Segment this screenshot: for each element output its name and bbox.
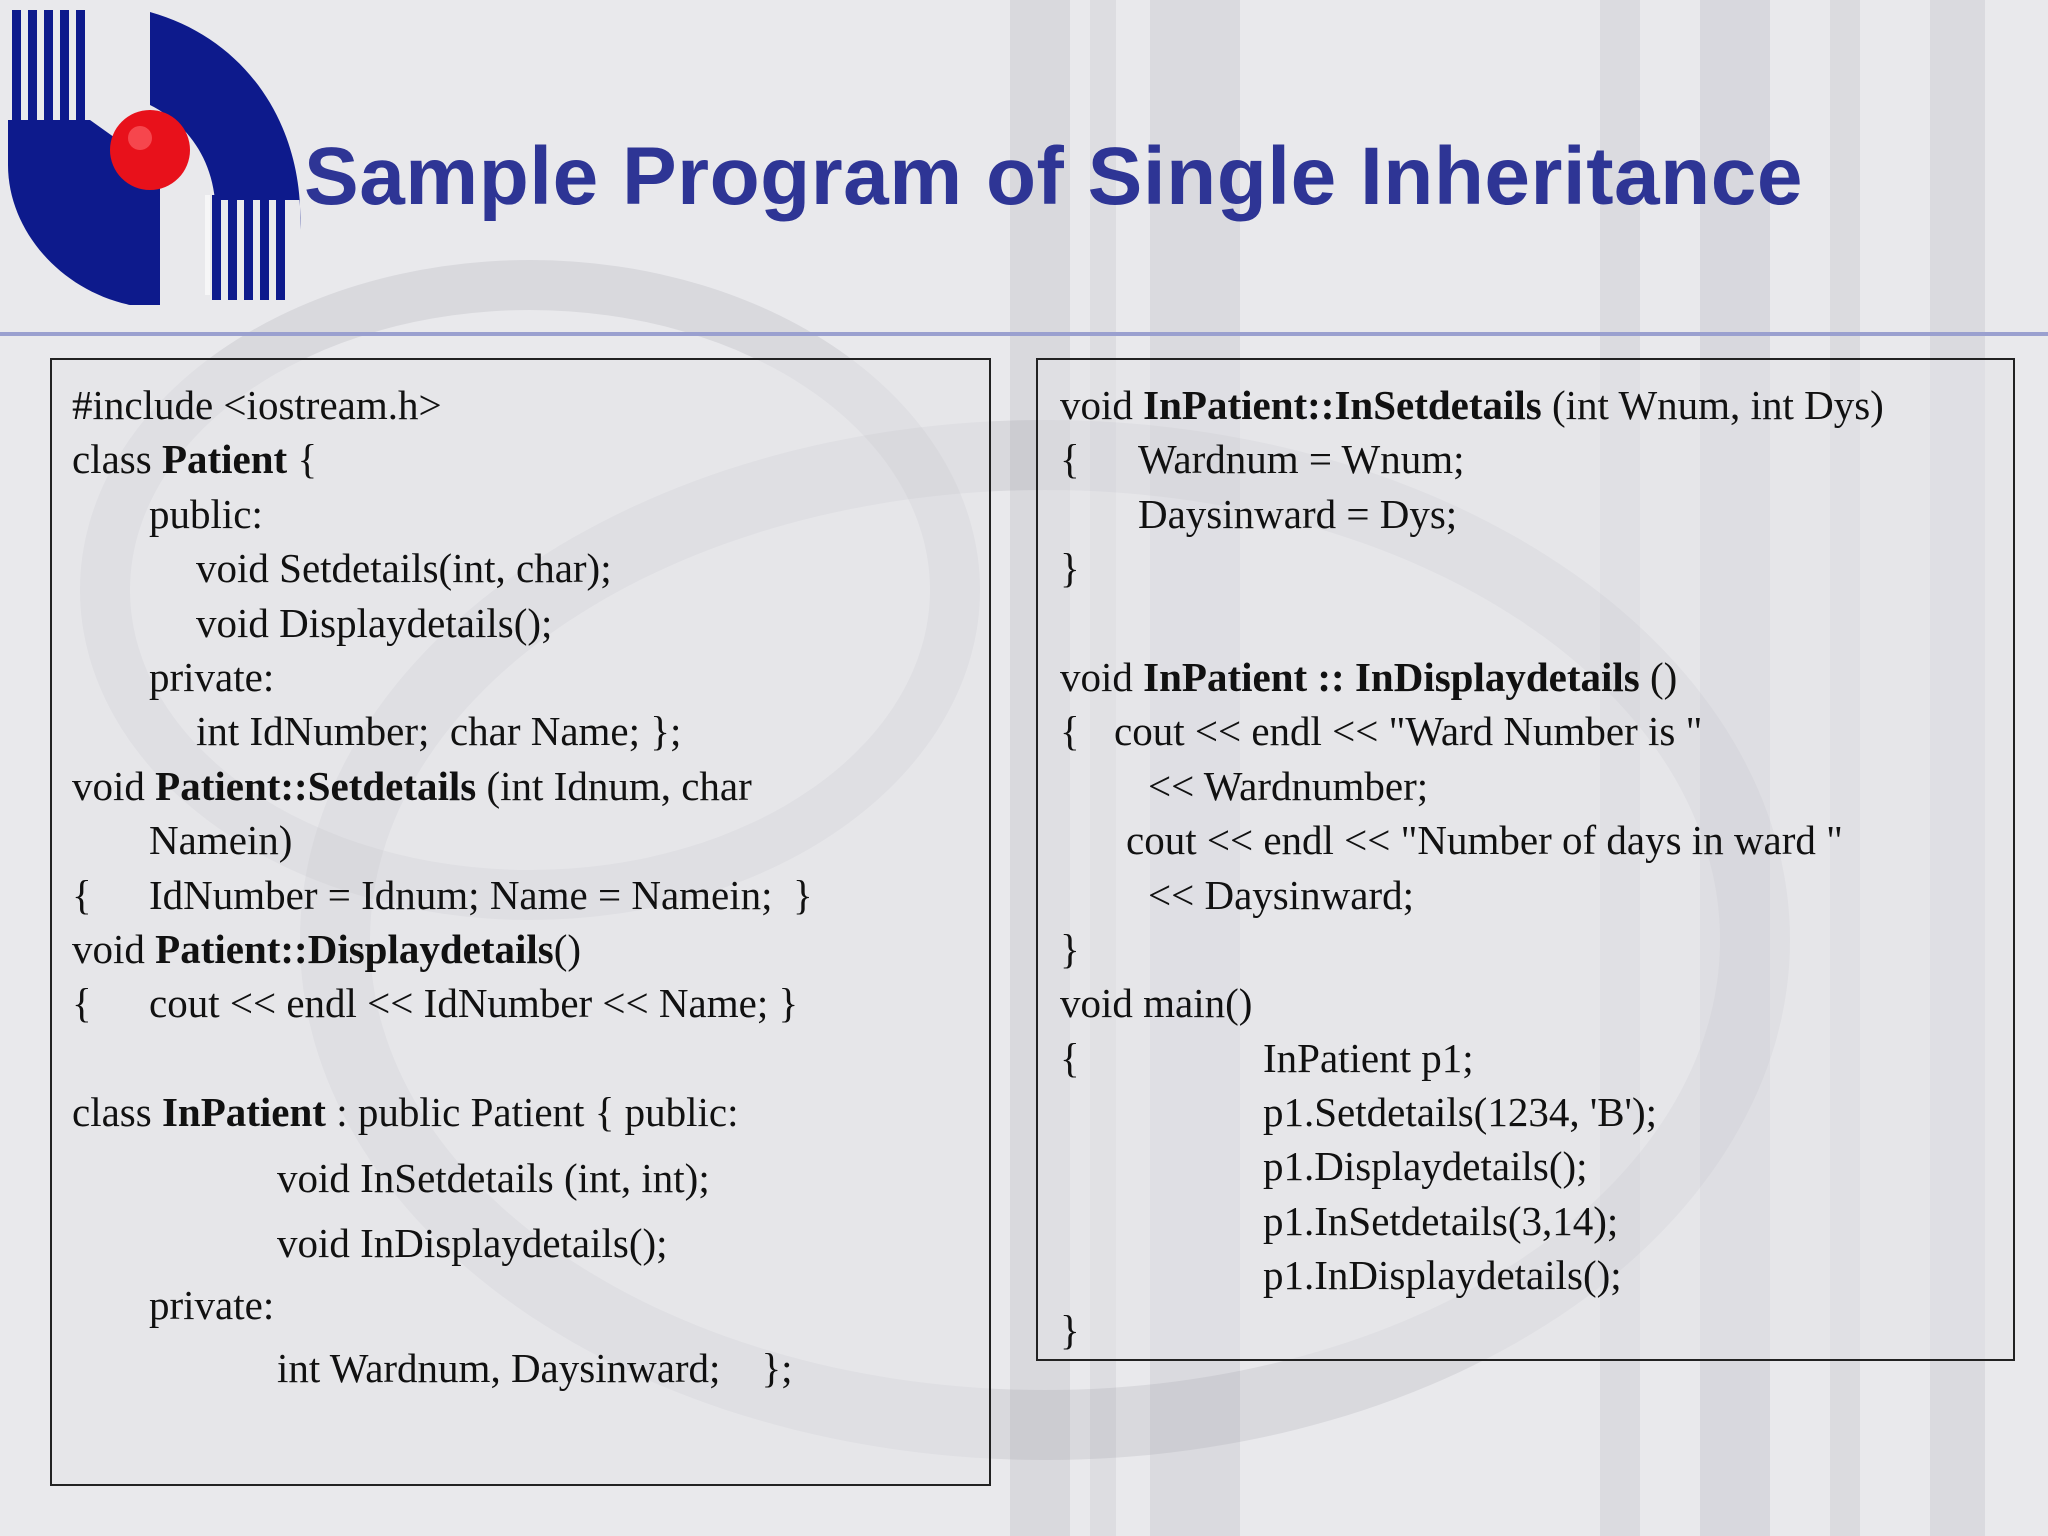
code-text: void main() <box>1060 980 1253 1027</box>
code-identifier-bold: InPatient::InSetdetails <box>1143 382 1542 428</box>
code-text: } <box>1060 1306 1080 1353</box>
code-identifier-bold: InPatient :: InDisplaydetails <box>1143 653 1640 700</box>
left-code-line <box>52 541 989 595</box>
left-code-line <box>52 1031 989 1085</box>
code-text: : public Patient { public: <box>325 1089 739 1136</box>
right-code-line <box>1038 868 2013 922</box>
right-code-line <box>1038 1031 2013 1085</box>
left-code-line <box>52 378 989 432</box>
code-text: { <box>1060 436 1080 483</box>
left-code-line <box>52 1085 989 1139</box>
code-text: () <box>1639 653 1678 700</box>
code-text: void Setdetails(int, char); <box>196 545 612 592</box>
code-identifier-bold: Patient::Displaydetails <box>155 925 554 972</box>
code-text: } <box>1060 925 1080 972</box>
right-code-line <box>1038 541 2013 595</box>
right-code-line <box>1038 1194 2013 1248</box>
code-text: << Wardnumber; <box>1148 762 1429 809</box>
code-text: Namein) <box>149 817 293 864</box>
code-text: { <box>1060 1034 1080 1081</box>
code-text: void <box>72 925 156 972</box>
left-code-line <box>52 1278 989 1332</box>
code-text: private: <box>149 1282 275 1329</box>
right-code-line <box>1038 378 2013 432</box>
left-code-line <box>52 976 989 1030</box>
left-code-line <box>52 596 989 650</box>
code-text: () <box>553 925 582 972</box>
code-text: p1.Displaydetails(); <box>1263 1143 1588 1190</box>
code-text: void InSetdetails (int, int); <box>277 1155 710 1202</box>
right-code-line <box>1038 650 2013 704</box>
left-code-line <box>52 704 989 758</box>
code-text: cout << endl << "Number of days in ward " <box>1126 817 1843 864</box>
code-text: Wardnum = Wnum; <box>1138 436 1465 483</box>
code-text: cout << endl << IdNumber << Name; } <box>149 980 799 1027</box>
left-code-line <box>52 813 989 867</box>
left-code-line <box>52 868 989 922</box>
code-text: int Wardnum, Daysinward; }; <box>277 1344 793 1391</box>
right-code-line <box>1038 1248 2013 1302</box>
code-text: (int Idnum, char <box>476 762 752 809</box>
right-code-line <box>1038 704 2013 758</box>
code-text: { <box>1060 708 1080 755</box>
code-text: { <box>287 436 318 483</box>
left-code-line <box>52 1151 989 1205</box>
right-code-line <box>1038 487 2013 541</box>
right-code-line <box>1038 596 2013 650</box>
right-code-line <box>1038 813 2013 867</box>
code-text: cout << endl << "Ward Number is " <box>1114 708 1703 755</box>
left-code-line <box>52 1216 989 1270</box>
left-code-line <box>52 432 989 486</box>
code-text: { <box>72 871 92 918</box>
right-code-line <box>1038 432 2013 486</box>
code-text: { <box>72 980 92 1027</box>
code-identifier-bold: Patient::Setdetails <box>155 762 477 809</box>
slide-title: Sample Program of Single Inheritance <box>304 131 1803 222</box>
left-code-line <box>52 1341 989 1395</box>
code-text: (int Wnum, int Dys) <box>1541 382 1884 428</box>
left-code-line <box>52 487 989 541</box>
right-code-line <box>1038 1303 2013 1357</box>
code-text: p1.Setdetails(1234, 'B'); <box>1263 1089 1657 1136</box>
left-code-line <box>52 759 989 813</box>
code-text: int IdNumber; char Name; }; <box>196 708 682 755</box>
code-text: class <box>72 1089 162 1136</box>
right-code-line <box>1038 976 2013 1030</box>
right-code-line <box>1038 1085 2013 1139</box>
code-text: void <box>72 762 156 809</box>
code-text: void InDisplaydetails(); <box>277 1219 668 1266</box>
code-text: void Displaydetails(); <box>196 599 553 646</box>
code-text: } <box>1060 545 1080 592</box>
title-divider <box>0 332 2048 336</box>
code-text: p1.InSetdetails(3,14); <box>1263 1197 1619 1244</box>
code-text: InPatient p1; <box>1263 1034 1474 1081</box>
code-text: void <box>1060 382 1144 428</box>
university-logo-icon <box>0 0 320 320</box>
code-text: #include <iostream.h> <box>72 382 442 428</box>
code-identifier-bold: InPatient <box>161 1089 326 1136</box>
code-identifier-bold: Patient <box>161 436 288 483</box>
code-text: p1.InDisplaydetails(); <box>1263 1252 1622 1299</box>
code-text: private: <box>149 653 275 700</box>
code-text: << Daysinward; <box>1148 871 1414 918</box>
code-panel-left <box>50 358 991 1486</box>
left-code-line <box>52 922 989 976</box>
right-code-line <box>1038 922 2013 976</box>
right-code-line <box>1038 1139 2013 1193</box>
code-text: void <box>1060 653 1144 700</box>
code-text: public: <box>149 490 263 537</box>
left-code-line <box>52 650 989 704</box>
code-text: IdNumber = Idnum; Name = Namein; } <box>149 871 813 918</box>
code-text: class <box>72 436 162 483</box>
right-code-line <box>1038 759 2013 813</box>
code-panel-right <box>1036 358 2015 1361</box>
code-text: Daysinward = Dys; <box>1138 490 1458 537</box>
